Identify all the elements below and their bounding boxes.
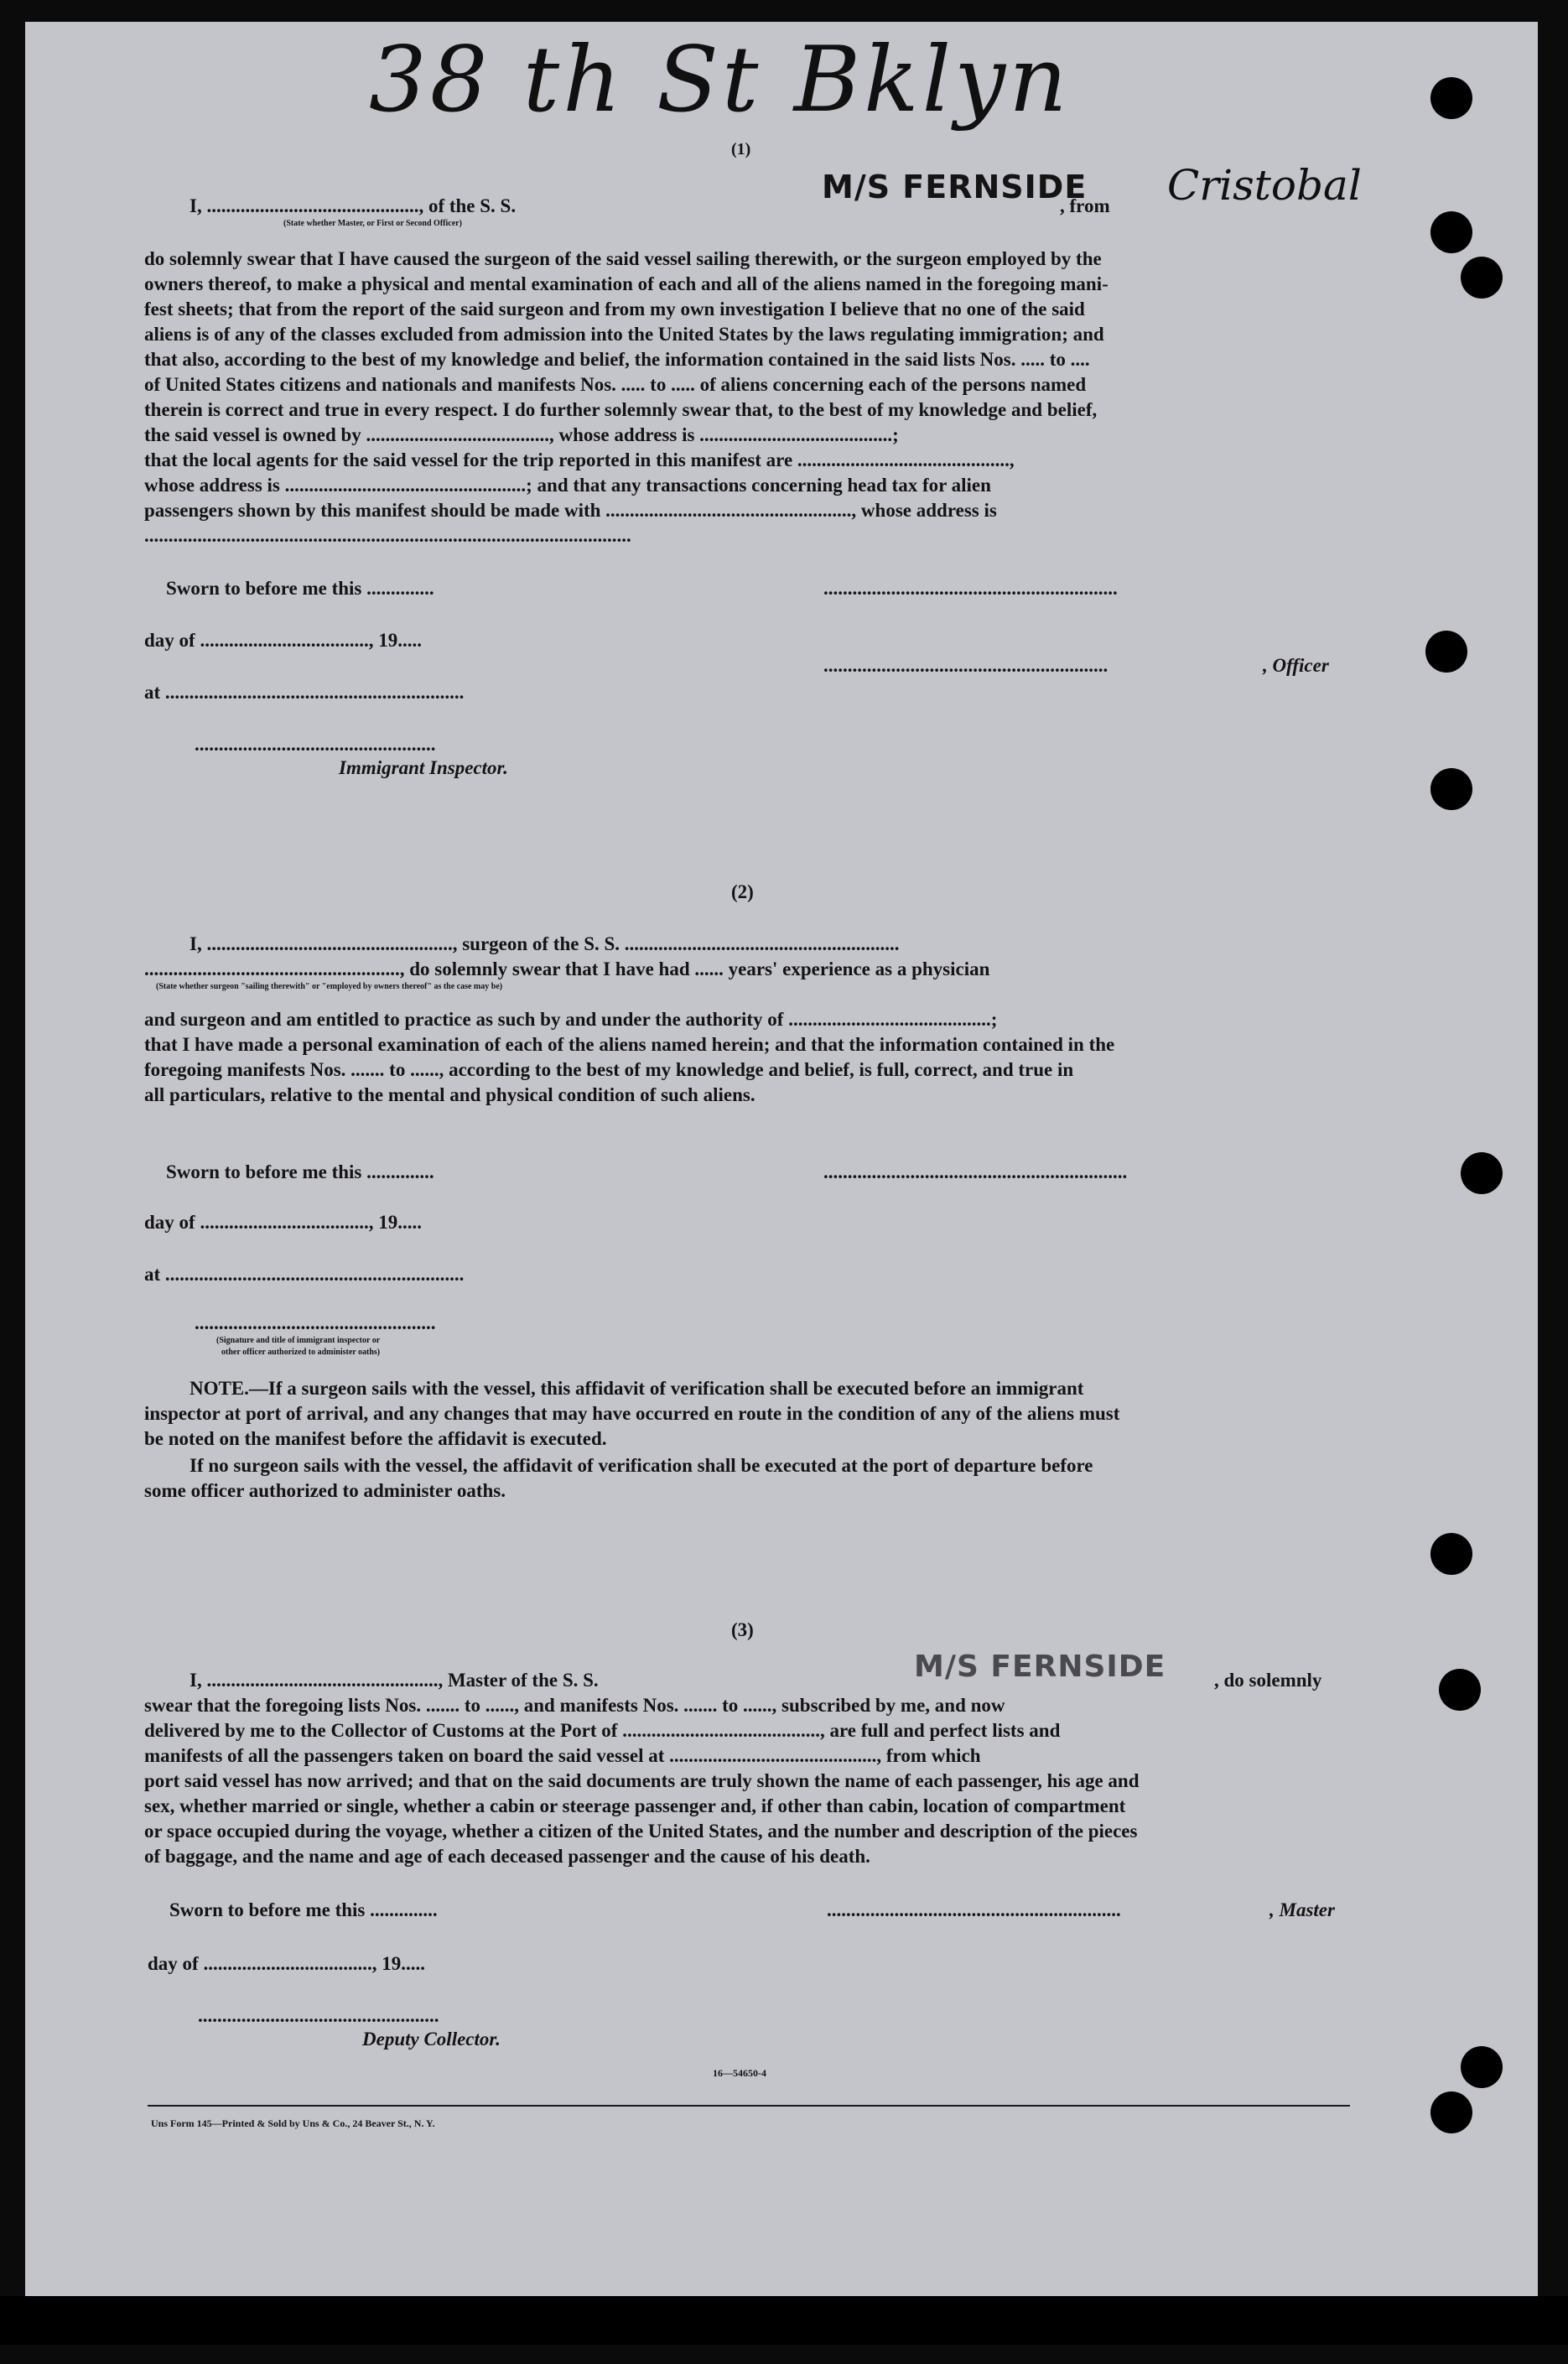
punch-hole [1439,1669,1481,1711]
s1-officer-line: ........................................................... [823,655,1109,676]
s3-master-line: ............................................................. [827,1899,1121,1920]
s1-at: at .............................................................. [144,682,465,703]
s3-line1: I, ................................................, Master of the S. S. [190,1670,599,1691]
s3-day: day of ..................................., 19..... [148,1953,425,1974]
section-number-2: (2) [731,881,754,902]
s3-deputy-label: Deputy Collector. [362,2029,501,2050]
s1-day: day of ..................................., 19..... [144,630,422,651]
handwritten-address: 38 th St Bklyn [369,28,1071,132]
s3-body-line: swear that the foregoing lists Nos. ....... to ......, and manifests Nos. ....... to ......, subscribed by me, and now [144,1695,1005,1716]
punch-hole [1461,2046,1503,2088]
s2-signature-note: other officer authorized to administer oaths) [221,1348,381,1357]
s2-note-line: If no surgeon sails with the vessel, the affidavit of verification shall be executed at the port of departure before [190,1455,1093,1476]
s1-body-line: therein is correct and true in every respect. I do further solemnly swear that, to the best of my knowledge and belief, [144,399,1098,420]
s1-body-line: ..................................................................................................... [144,525,631,546]
s3-master-label: , Master [1269,1899,1335,1920]
s2-sworn-signature-line: ............................................................... [823,1161,1128,1182]
s1-body-line: of United States citizens and nationals and manifests Nos. ..... to ..... of aliens concerning each of the persons named [144,374,1087,395]
s2-signature-line: .................................................. [195,1312,436,1333]
s1-sworn: Sworn to before me this .............. [166,578,434,599]
s1-body-line: that also, according to the best of my knowledge and belief, the information contained in the said lists Nos. ..... to .... [144,349,1090,370]
s2-note-line: some officer authorized to administer oaths. [144,1480,506,1501]
punch-hole [1430,2091,1472,2133]
s2-line1: I, ..................................................., surgeon of the S. S. ......................................................... [190,933,900,954]
punch-hole [1430,1533,1472,1575]
s2-at: at .............................................................. [144,1264,465,1285]
punch-hole [1430,77,1472,119]
s2-note-line: inspector at port of arrival, and any changes that may have occurred en route in the condition of any of the aliens must [144,1403,1120,1424]
s2-note-line: be noted on the manifest before the affidavit is executed. [144,1428,607,1449]
section-number-3: (3) [731,1619,754,1640]
s1-inspector-label: Immigrant Inspector. [339,757,508,778]
s2-body-line: and surgeon and am entitled to practice as such by and under the authority of ..........................................; [144,1009,998,1030]
s2-day: day of ..................................., 19..... [144,1212,422,1233]
s1-sworn-signature-line: ............................................................. [823,578,1118,599]
s2-body-line: that I have made a personal examination of each of the aliens named herein; and that the information contained in the [144,1034,1115,1055]
footer-rule [148,2105,1350,2107]
punch-hole [1430,768,1472,810]
scan-bottom-border [0,2296,1568,2345]
punch-hole [1461,257,1503,299]
s1-from-label: , from [1060,195,1110,216]
s2-sworn: Sworn to before me this .............. [166,1161,434,1182]
s1-body-line: passengers shown by this manifest should be made with ..................................................., whose address is [144,500,997,521]
s3-deputy-line: .................................................. [198,2005,439,2026]
s3-body-line: sex, whether married or single, whether a cabin or steerage passenger and, if other than cabin, location of compartment [144,1795,1126,1816]
s2-line2: ....................................................., do solemnly swear that I have had ...... years' experience as a physician [144,959,990,979]
punch-hole [1425,631,1467,673]
punch-hole [1430,211,1472,253]
s1-body-line: fest sheets; that from the report of the said surgeon and from my own investigation I believe that no one of the said [144,299,1085,320]
s2-signature-note: (Signature and title of immigrant inspector or [216,1336,381,1345]
s2-body-line: foregoing manifests Nos. ....... to ......, according to the best of my knowledge and belief, is full, correct, and true in [144,1059,1074,1080]
s2-body-line: all particulars, relative to the mental and physical condition of such aliens. [144,1084,755,1105]
punch-hole [1461,1152,1503,1194]
s1-note-master: (State whether Master, or First or Second Officer) [283,219,462,228]
s3-body-line: delivered by me to the Collector of Customs at the Port of ........................................., are full and perfect lists and [144,1720,1061,1741]
printer-credit: Uns Form 145—Printed & Sold by Uns & Co., 24 Beaver St., N. Y. [151,2117,435,2129]
s3-body-line: port said vessel has now arrived; and that on the said documents are truly shown the name of each passenger, his age and [144,1770,1140,1791]
s1-body-line: do solemnly swear that I have caused the surgeon of the said vessel sailing therewith, or the surgeon employed by the [144,248,1102,269]
form-code: 16—54650-4 [713,2067,766,2079]
s3-body-line: of baggage, and the name and age of each deceased passenger and the cause of his death. [144,1846,870,1867]
s1-officer-label: , Officer [1263,655,1329,676]
s1-body-line: the said vessel is owned by ......................................, whose address is ........................................; [144,424,899,445]
s1-inspector-line: .................................................. [195,734,436,755]
s1-body-line: aliens is of any of the classes excluded from admission into the United States by the laws regulating immigration; and [144,324,1104,345]
s1-body-line: owners thereof, to make a physical and mental examination of each and all of the aliens named in the foregoing mani- [144,273,1109,294]
ship-name-stamp: M/S FERNSIDE [822,169,1088,205]
s3-line1-end: , do solemnly [1214,1670,1322,1691]
s1-body-line: that the local agents for the said vessel for the trip reported in this manifest are ............................................, [144,449,1015,470]
s2-note: (State whether surgeon "sailing therewith" or "employed by owners thereof" as the case may be) [156,982,503,991]
section-number-1: (1) [731,140,751,158]
s2-note-line: NOTE.—If a surgeon sails with the vessel, this affidavit of verification shall be executed before an immigrant [190,1378,1084,1399]
s1-line1: I, ............................................, of the S. S. [190,195,517,216]
s3-sworn: Sworn to before me this .............. [169,1899,438,1920]
ship-name-stamp: M/S FERNSIDE [914,1650,1166,1684]
handwritten-port: Cristobal [1167,161,1362,210]
s1-body-line: whose address is ..................................................; and that any transactions concerning head tax for alien [144,475,991,496]
s3-body-line: or space occupied during the voyage, whether a citizen of the United States, and the number and description of the pieces [144,1821,1138,1842]
s3-body-line: manifests of all the passengers taken on board the said vessel at ..........................................., from which [144,1745,981,1766]
